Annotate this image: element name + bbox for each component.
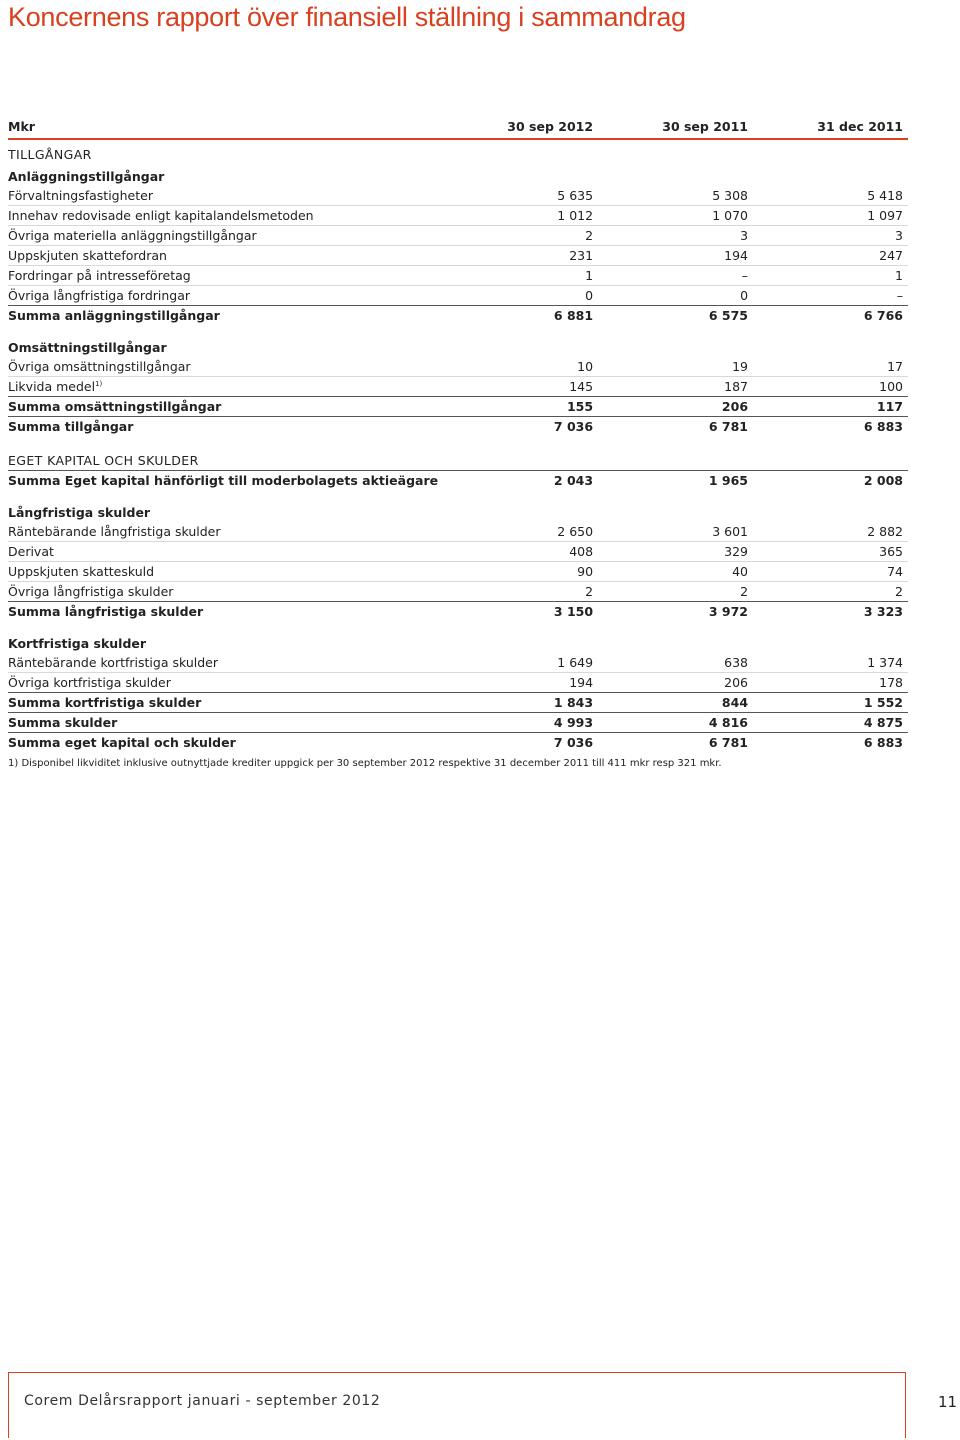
balance-sheet-table (8, 110, 908, 752)
row-label (8, 357, 443, 377)
row-label (8, 186, 443, 206)
row-value-col3: 6 883 (753, 417, 908, 437)
row-label-text: Övriga kortfristiga skulder (8, 675, 171, 690)
row-label (8, 266, 443, 286)
table-row (8, 286, 908, 306)
row-value-col1: 1 649 (443, 653, 598, 673)
row-value-col2: 206 (598, 397, 753, 417)
row-label (8, 733, 443, 753)
row-label (8, 246, 443, 266)
total-row (8, 602, 908, 622)
row-value-col2: 3 601 (598, 522, 753, 542)
row-value-col1: 145 (569, 379, 594, 394)
row-label (8, 226, 443, 246)
page-number: 11 (938, 1393, 958, 1411)
spacer-row (8, 490, 908, 500)
row-label (8, 542, 443, 562)
row-label (8, 602, 443, 622)
subsection-heading-row (8, 335, 908, 357)
row-value-col1: 1 843 (443, 693, 598, 713)
row-value-col3: 178 (879, 675, 903, 690)
row-value-col1: 1 (443, 266, 598, 286)
row-label-text: Övriga långfristiga skulder (8, 584, 174, 599)
spacer-row (8, 325, 908, 335)
row-label (8, 693, 443, 713)
table-row (8, 206, 908, 226)
row-label-text: Innehav redovisade enligt kapitalandelsmetoden (8, 208, 314, 223)
row-label-text: Övriga materiella anläggningstillgångar (8, 228, 257, 243)
row-value-col2: 4 816 (598, 713, 753, 733)
row-value-col3: 1 552 (753, 693, 908, 713)
row-value-col2: 6 781 (598, 733, 753, 753)
table-row (8, 653, 908, 673)
section-label: EGET KAPITAL OCH SKULDER (8, 453, 199, 468)
row-value-col3: 1 (753, 266, 908, 286)
row-value-col1: 408 (443, 542, 598, 562)
row-value-col2: 5 308 (598, 186, 753, 206)
row-label (8, 562, 443, 582)
row-label (8, 306, 443, 326)
subsection-label: Anläggningstillgångar (8, 169, 165, 184)
row-value-col1: 4 993 (443, 713, 598, 733)
row-label-text: Uppskjuten skattefordran (8, 248, 167, 263)
row-label (8, 471, 443, 491)
row-value-col1: 2 650 (443, 522, 598, 542)
row-label-text: Summa kortfristiga skulder (8, 695, 202, 710)
table-row (8, 186, 908, 206)
total-row (8, 693, 908, 713)
row-value-col2: – (598, 266, 753, 286)
row-value-col2: 844 (598, 693, 753, 713)
table-row (8, 226, 908, 246)
row-value-col2: 187 (724, 379, 749, 394)
row-value-col3: 100 (879, 379, 903, 394)
spacer-row (8, 436, 908, 446)
spacer-row (8, 621, 908, 631)
row-value-col1: 155 (443, 397, 598, 417)
row-value-col3: 74 (753, 562, 908, 582)
row-label-text: Summa tillgångar (8, 419, 134, 434)
row-value-col2: 1 965 (598, 471, 753, 491)
row-value-col3: 4 875 (753, 713, 908, 733)
row-label-text: Summa omsättningstillgångar (8, 399, 222, 414)
total-row (8, 397, 908, 417)
subsection-heading-row (8, 164, 908, 186)
page-title: Koncernens rapport över finansiell ställning i sammandrag (8, 2, 686, 32)
table-row (8, 246, 908, 266)
footer-report-name: Corem Delårsrapport januari - september 2012 (24, 1393, 381, 1409)
table-header-row (8, 110, 908, 139)
table-row (8, 357, 908, 377)
row-label (8, 377, 443, 397)
row-value-col3: 1 097 (753, 206, 908, 226)
table-row (8, 673, 908, 693)
table-row (8, 542, 908, 562)
row-value-col3: 247 (753, 246, 908, 266)
row-value-col1: 90 (443, 562, 598, 582)
table-row (8, 582, 908, 602)
row-label-text: Uppskjuten skatteskuld (8, 564, 155, 579)
row-value-col3: 2 882 (753, 522, 908, 542)
total-row (8, 471, 908, 491)
row-value-col1: 7 036 (443, 417, 598, 437)
total-row (8, 733, 908, 753)
header-col-2011-dec: 31 dec 2011 (753, 110, 908, 139)
row-value-col3: 6 766 (753, 306, 908, 326)
row-value-col1: 194 (569, 675, 594, 690)
section-heading-row (8, 446, 908, 471)
row-value-col3: 1 374 (753, 653, 908, 673)
row-value-col1: 2 (443, 226, 598, 246)
row-label-text: Räntebärande långfristiga skulder (8, 524, 221, 539)
row-value-col1: 0 (585, 288, 594, 303)
subsection-label: Långfristiga skulder (8, 505, 151, 520)
total-row (8, 417, 908, 437)
table-row (8, 522, 908, 542)
row-value-col2: 206 (724, 675, 749, 690)
row-value-col2: 6 575 (598, 306, 753, 326)
row-value-col2: 3 972 (598, 602, 753, 622)
table-row (8, 266, 908, 286)
row-label (8, 286, 443, 306)
row-value-col1: 7 036 (443, 733, 598, 753)
row-label (8, 417, 443, 437)
row-label-text: Övriga omsättningstillgångar (8, 359, 191, 374)
row-label (8, 653, 443, 673)
row-label-text: Derivat (8, 544, 54, 559)
row-label-text: Övriga långfristiga fordringar (8, 288, 191, 303)
row-value-col2: 2 (740, 584, 749, 599)
subsection-heading-row (8, 631, 908, 653)
header-col-2011-sep: 30 sep 2011 (598, 110, 753, 139)
row-value-col2: 1 070 (598, 206, 753, 226)
row-value-col3: 6 883 (753, 733, 908, 753)
header-col-2012-sep: 30 sep 2012 (443, 110, 598, 139)
row-label-text: Förvaltningsfastigheter (8, 188, 153, 203)
row-value-col1: 1 012 (443, 206, 598, 226)
row-value-col3: – (896, 288, 903, 303)
row-label-text: Summa skulder (8, 715, 118, 730)
row-value-col3: 5 418 (753, 186, 908, 206)
row-value-col1: 3 150 (443, 602, 598, 622)
row-value-col2: 3 (598, 226, 753, 246)
row-value-col3: 3 323 (753, 602, 908, 622)
row-value-col3: 117 (753, 397, 908, 417)
row-label (8, 206, 443, 226)
total-row (8, 713, 908, 733)
row-label-text: Summa långfristiga skulder (8, 604, 204, 619)
row-value-col2: 6 781 (598, 417, 753, 437)
subsection-label: Omsättningstillgångar (8, 340, 167, 355)
row-value-col1: 2 043 (443, 471, 598, 491)
footnote-marker: 1) (95, 379, 103, 388)
row-label-text: Summa anläggningstillgångar (8, 308, 220, 323)
row-value-col3: 365 (753, 542, 908, 562)
row-value-col2: 638 (598, 653, 753, 673)
row-value-col2: 40 (598, 562, 753, 582)
row-value-col1: 5 635 (443, 186, 598, 206)
row-value-col3: 2 (895, 584, 903, 599)
section-label: TILLGÅNGAR (8, 147, 92, 162)
row-label (8, 582, 443, 602)
header-unit-label: Mkr (8, 110, 443, 139)
row-label-text: Summa Eget kapital hänförligt till moderbolagets aktieägare (8, 473, 439, 488)
row-label (8, 673, 443, 693)
row-value-col1: 10 (443, 357, 598, 377)
row-label (8, 397, 443, 417)
row-label (8, 522, 443, 542)
row-label-text: Räntebärande kortfristiga skulder (8, 655, 218, 670)
total-row (8, 306, 908, 326)
row-label-text: Likvida medel (8, 379, 96, 394)
row-value-col1: 6 881 (443, 306, 598, 326)
subsection-label: Kortfristiga skulder (8, 636, 147, 651)
row-value-col2: 19 (598, 357, 753, 377)
subsection-heading-row (8, 500, 908, 522)
row-value-col1: 231 (443, 246, 598, 266)
row-label (8, 713, 443, 733)
row-label-text: Summa eget kapital och skulder (8, 735, 236, 750)
row-label-text: Fordringar på intresseföretag (8, 268, 191, 283)
row-value-col2: 194 (598, 246, 753, 266)
table-row (8, 562, 908, 582)
footnote: 1) Disponibel likviditet inklusive outnyttjade krediter uppgick per 30 september 2012 respektive 31 december 2011 till 411 mkr resp 321 mkr. (8, 758, 722, 769)
row-value-col2: 0 (740, 288, 749, 303)
section-heading-row (8, 139, 908, 164)
row-value-col2: 329 (598, 542, 753, 562)
table-row (8, 377, 908, 397)
row-value-col3: 3 (753, 226, 908, 246)
row-value-col3: 17 (753, 357, 908, 377)
row-value-col1: 2 (585, 584, 594, 599)
row-value-col3: 2 008 (753, 471, 908, 491)
